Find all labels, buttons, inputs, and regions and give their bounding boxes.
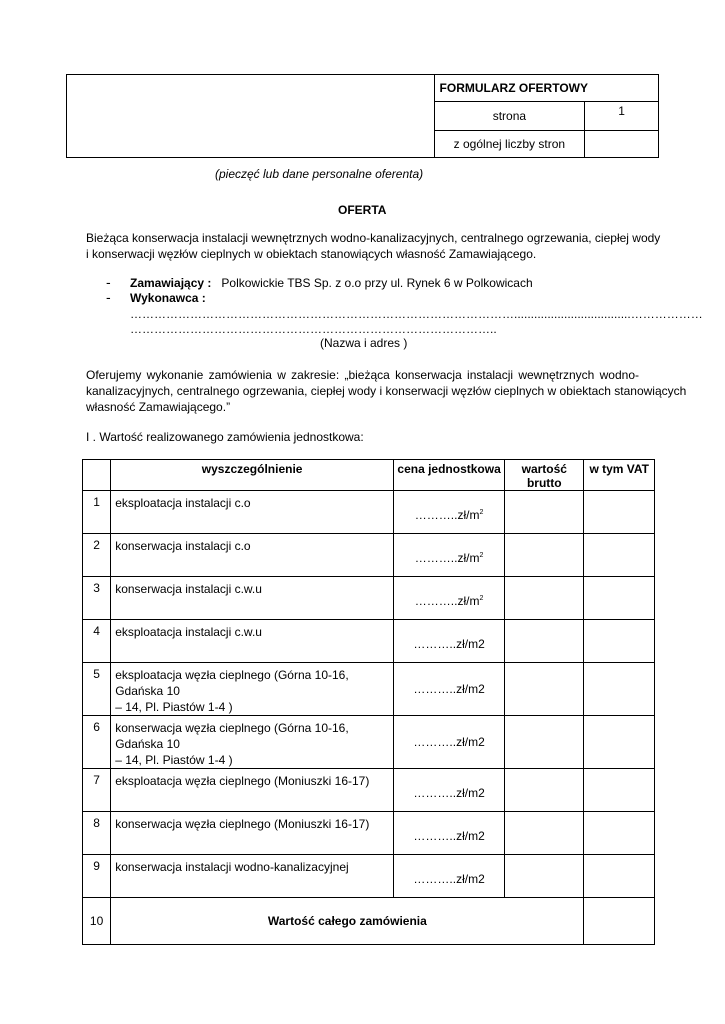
form-title: FORMULARZ OFERTOWY [434, 75, 658, 102]
row-description [111, 534, 394, 577]
bullet-contractor: - [106, 289, 111, 305]
row-vat[interactable] [584, 716, 655, 769]
row-unit-price[interactable] [394, 534, 505, 577]
ordering-party [130, 276, 533, 290]
row-gross-value[interactable] [505, 769, 584, 812]
table-row [83, 577, 655, 620]
row-description-line-1: eksploatacja instalacji c.o [115, 496, 251, 510]
row-number: 1 [83, 491, 111, 534]
unit-price-text: ………..zł/m2 [413, 872, 485, 886]
table-row [83, 620, 655, 663]
row-unit-price[interactable] [394, 855, 505, 898]
row-description [111, 620, 394, 663]
section-title: I . Wartość realizowanego zamówienia jednostkowa: [86, 430, 364, 444]
row-description-line-1: konserwacja węzła cieplnego (Górna 10-16, Gdańska 10 [115, 721, 349, 751]
header-item: wyszczególnienie [111, 460, 394, 491]
contractor-dots-2: ……………………………………………………………………………….. [130, 322, 497, 336]
row-vat[interactable] [584, 812, 655, 855]
unit-price-text: ………..zł/m2 [413, 682, 485, 696]
row-description [111, 663, 394, 716]
row-vat[interactable] [584, 491, 655, 534]
bullet-ordering: - [106, 274, 111, 290]
table-row [83, 663, 655, 716]
row-unit-price[interactable] [394, 577, 505, 620]
row-description [111, 491, 394, 534]
row-description-line-1: eksploatacja węzła cieplnego (Moniuszki 16-17) [115, 774, 370, 788]
row-vat[interactable] [584, 663, 655, 716]
row-description [111, 577, 394, 620]
total-pages-value [585, 131, 659, 158]
table-row [83, 855, 655, 898]
contractor-dots-1: ……………………………………………………………………………………...................................……………… [130, 307, 703, 321]
header-gross-value-line-1: wartość [521, 462, 567, 476]
row-number: 4 [83, 620, 111, 663]
total-gross-value[interactable] [584, 898, 655, 945]
row-number: 8 [83, 812, 111, 855]
total-row [83, 898, 655, 945]
unit-superscript: 2 [479, 595, 484, 602]
row-unit-price[interactable] [394, 716, 505, 769]
unit-price-placeholder [394, 508, 504, 522]
row-unit-price[interactable] [394, 620, 505, 663]
total-row-number: 10 [83, 898, 111, 945]
unit-price-text: ………..zł/m2 [413, 735, 485, 749]
unit-price-text: ………..zł/m [414, 594, 480, 608]
row-gross-value[interactable] [505, 620, 584, 663]
unit-price-placeholder [394, 637, 504, 651]
unit-price-placeholder [394, 551, 504, 565]
stamp-area [67, 75, 435, 158]
unit-price-placeholder [394, 682, 504, 696]
unit-price-placeholder [394, 594, 504, 608]
row-description-line-1: konserwacja instalacji c.o [115, 539, 251, 553]
header-unit-price: cena jednostkowa [394, 460, 505, 491]
row-description-line-1: eksploatacja instalacji c.w.u [115, 625, 262, 639]
row-vat[interactable] [584, 769, 655, 812]
table-row [83, 769, 655, 812]
row-number: 5 [83, 663, 111, 716]
unit-price-text: ………..zł/m [414, 508, 480, 522]
ordering-party-label: Zamawiający : [130, 276, 212, 290]
unit-price-text: ………..zł/m [414, 551, 480, 565]
row-vat[interactable] [584, 577, 655, 620]
header-box [66, 74, 659, 158]
page-label: strona [434, 102, 585, 131]
row-number: 3 [83, 577, 111, 620]
row-description [111, 812, 394, 855]
table-row [83, 716, 655, 769]
total-pages-label: z ogólnej liczby stron [434, 131, 585, 158]
row-number: 7 [83, 769, 111, 812]
document-heading: OFERTA [338, 203, 387, 217]
unit-superscript: 2 [479, 552, 484, 559]
row-unit-price[interactable] [394, 663, 505, 716]
unit-superscript: 2 [479, 509, 484, 516]
row-description-line-2: – 14, Pl. Piastów 1-4 ) [115, 700, 233, 714]
header-gross-value [505, 460, 584, 491]
row-description [111, 716, 394, 769]
unit-price-placeholder [394, 786, 504, 800]
row-description [111, 855, 394, 898]
row-description-line-2: – 14, Pl. Piastów 1-4 ) [115, 753, 233, 767]
row-gross-value[interactable] [505, 855, 584, 898]
table-row [83, 812, 655, 855]
name-address-caption: (Nazwa i adres ) [320, 336, 408, 350]
row-gross-value[interactable] [505, 663, 584, 716]
page-number: 1 [585, 102, 659, 131]
unit-price-placeholder [394, 829, 504, 843]
offer-line-1: Oferujemy wykonanie zamówienia w zakresie: „bieżąca konserwacja instalacji wewnętrznych wodno- [86, 368, 639, 382]
row-description-line-1: eksploatacja węzła cieplnego (Górna 10-16, Gdańska 10 [115, 668, 349, 698]
row-vat[interactable] [584, 534, 655, 577]
ordering-party-value: Polkowickie TBS Sp. z o.o przy ul. Rynek 6 w Polkowicach [221, 276, 533, 290]
row-number: 6 [83, 716, 111, 769]
row-number: 9 [83, 855, 111, 898]
row-gross-value[interactable] [505, 716, 584, 769]
row-description-line-1: konserwacja węzła cieplnego (Moniuszki 16-17) [115, 817, 370, 831]
header-vat: w tym VAT [584, 460, 655, 491]
table-header-row [83, 460, 655, 491]
row-description-line-1: konserwacja instalacji wodno-kanalizacyjnej [115, 860, 349, 874]
row-gross-value[interactable] [505, 812, 584, 855]
stamp-caption: (pieczęć lub dane personalne oferenta) [215, 167, 424, 181]
contractor-label: Wykonawca : [130, 291, 206, 305]
row-vat[interactable] [584, 620, 655, 663]
unit-price-text: ………..zł/m2 [413, 786, 485, 800]
offer-line-3: własność Zamawiającego.” [86, 400, 231, 414]
offer-line-2: kanalizacyjnych, centralnego ogrzewania, ciepłej wody i konserwacji węzłów cieplnych w obiektach stanowiących [86, 384, 687, 398]
unit-price-placeholder [394, 872, 504, 886]
row-unit-price[interactable] [394, 769, 505, 812]
unit-price-text: ………..zł/m2 [413, 829, 485, 843]
row-unit-price[interactable] [394, 491, 505, 534]
unit-price-placeholder [394, 735, 504, 749]
intro-line-2: i konserwacji węzłów cieplnych w obiektach stanowiących własność Zamawiającego. [86, 247, 537, 261]
header-gross-value-line-2: brutto [526, 476, 562, 490]
row-unit-price[interactable] [394, 812, 505, 855]
intro-line-1: Bieżąca konserwacja instalacji wewnętrznych wodno-kanalizacyjnych, centralnego ogrzewania, ciepłej wody [86, 231, 661, 245]
header-number [83, 460, 111, 491]
row-gross-value[interactable] [505, 577, 584, 620]
unit-price-text: ………..zł/m2 [413, 637, 485, 651]
row-number: 2 [83, 534, 111, 577]
row-gross-value[interactable] [505, 534, 584, 577]
table-row [83, 491, 655, 534]
row-description [111, 769, 394, 812]
total-label: Wartość całego zamówienia [111, 898, 584, 945]
row-vat[interactable] [584, 855, 655, 898]
row-description-line-1: konserwacja instalacji c.w.u [115, 582, 262, 596]
table-row [83, 534, 655, 577]
pricing-table [82, 459, 655, 945]
row-gross-value[interactable] [505, 491, 584, 534]
